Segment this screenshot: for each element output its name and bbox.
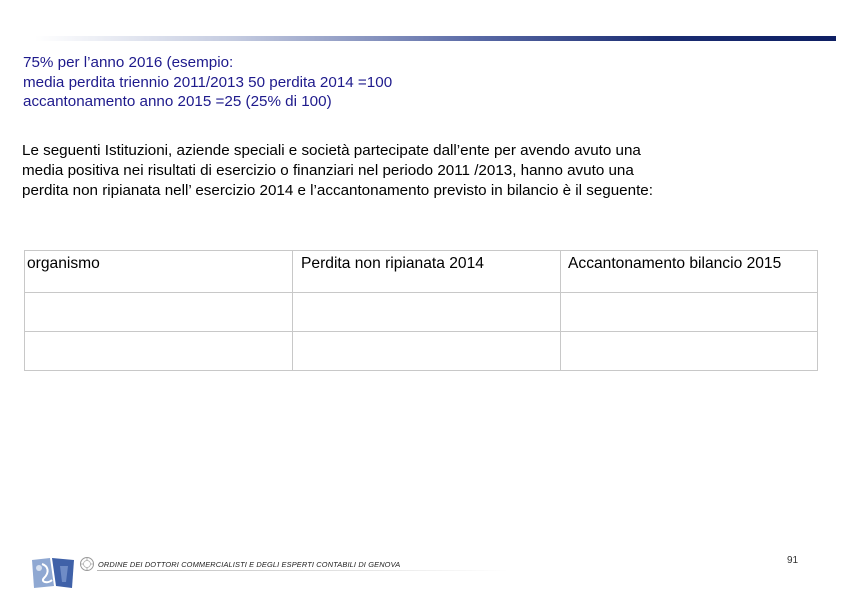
- table-header-row: [25, 251, 818, 293]
- intro-line: media perdita triennio 2011/2013 50 perdita 2014 =100: [23, 73, 393, 91]
- table-cell: [561, 293, 818, 332]
- header-cell-organismo: [25, 251, 293, 293]
- table-cell: [293, 332, 561, 371]
- provision-table: [24, 250, 818, 371]
- intro-line: accantonamento anno 2015 =25 (25% di 100): [23, 93, 332, 110]
- header-cell-accantonamento: [561, 251, 818, 293]
- footer-divider: [97, 570, 509, 571]
- header-label-accantonamento: Accantonamento bilancio 2015: [568, 255, 782, 272]
- seal-icon: [79, 556, 95, 572]
- table-row: [25, 332, 818, 371]
- body-line: media positiva nei risultati di esercizio o finanziari nel periodo 2011 /2013, hanno avuto una: [22, 162, 634, 179]
- header-cell-perdita: [293, 251, 561, 293]
- body-line: Le seguenti Istituzioni, aziende speciali e società partecipate dall’ente per avendo avuto una: [22, 142, 641, 159]
- body-paragraph: [22, 141, 812, 201]
- intro-text-block: [23, 53, 803, 112]
- intro-line: 75% per l’anno 2016 (esempio:: [23, 54, 234, 71]
- header-label-organismo: organismo: [27, 255, 100, 272]
- body-line: perdita non ripianata nell’ esercizio 2014 e l’accantonamento previsto in bilancio è il seguente:: [22, 182, 653, 199]
- table-cell: [25, 332, 293, 371]
- table-cell: [561, 332, 818, 371]
- header-accent-bar: [35, 36, 836, 41]
- table-cell: [25, 293, 293, 332]
- table-row: [25, 293, 818, 332]
- header-label-perdita: Perdita non ripianata 2014: [301, 255, 484, 272]
- page-number: 91: [787, 555, 799, 566]
- footer-organization: ORDINE DEI DOTTORI COMMERCIALISTI E DEGLI ESPERTI CONTABILI DI GENOVA: [98, 560, 401, 569]
- order-logo-icon: [30, 556, 76, 590]
- table-cell: [293, 293, 561, 332]
